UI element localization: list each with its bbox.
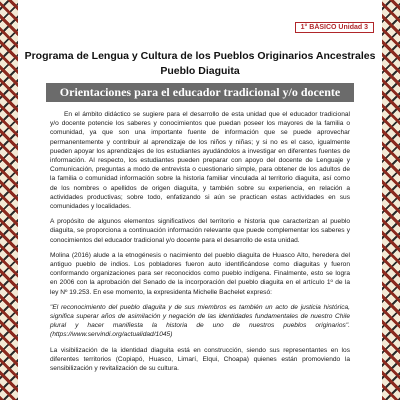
body-text [50,110,350,379]
decorative-border-right [382,0,400,400]
paragraph-identity: La visibilización de la identidad diaguita está en construcción, siendo sus representantes en los diferentes territorios (Copiapó, Huasco, Limarí, Elqui, Choapa) quienes están promoviendo la sensibilización y revitalización de su cultura. [50,346,350,373]
paragraph-intro: En el ámbito didáctico se sugiere para el desarrollo de esta unidad que el educador tradicional y/o docente potencie los saberes y conocimientos que puedan poseer los mayores de la familia o comunidad, ya que son una importante fuente de información que se puede aprovechar permanentemente y contribuir al aprendizaje de los niños y niñas; y si no es el caso, igualmente pueden apoyar los aprendizajes de los estudiantes ayudándolos a investigar en diferentes fuentes de información. Al respecto, los estudiantes pueden preparar con apoyo del docente de Lenguaje y Comunicación, preguntas a modo de entrevista o cuestionario simple, para obtener de los adultos de la familia o comunidad información sobre la historia familiar vinculada al territorio diaguita, así como de los nombres o apellidos de origen diaguita, y también sobre su experiencia, en relación a actividades productivas; sobre todo, enfatizando si aún se practican estas actividades en sus comunidades y localidades. [50,111,350,211]
decorative-border-left [0,0,18,400]
paragraph-quote: "El reconocimiento del pueblo diaguita y de sus miembros es también un acto de justicia histórica, significa superar años de asimilación y negación de las identidades fundamentales de nuestro Chile plural y hacer manifiesta la historia de uno de nuestros pueblos originarios". (https://www.servindi.org/actualidad/1045) [50,303,350,339]
paragraph-history: Molina (2016) alude a la etnogénesis o nacimiento del pueblo diaguita de Huasco Alto, heredera del antiguo pueblo de indios. Los pobladores fueron auto identificándose como diaguitas y fueron conformando organizaciones para ser reconocidos como pueblo indígena. Finalmente, esto se logra en 2006 con la aprobación del Senado de la incorporación del pueblo diaguita en el artículo 1º de la ley Nº 19.253. En ese momento, la expresidenta Michelle Bachelet expresó: [50,251,350,296]
program-title: Programa de Lengua y Cultura de los Pueblos Originarios Ancestrales [24,50,376,62]
paragraph-context: A propósito de algunos elementos significativos del territorio e historia que caracterizan al pueblo diaguita, se proporciona a continuación información relevante que puede complementar los saberes y conocimientos del educador tradicional y/o docente para el desarrollo de esta unidad. [50,218,350,244]
people-title: Pueblo Diaguita [160,65,240,77]
section-banner: Orientaciones para el educador tradicional y/o docente [46,83,354,102]
grade-unit-badge: 1° BÁSICO Unidad 3 [295,22,374,33]
